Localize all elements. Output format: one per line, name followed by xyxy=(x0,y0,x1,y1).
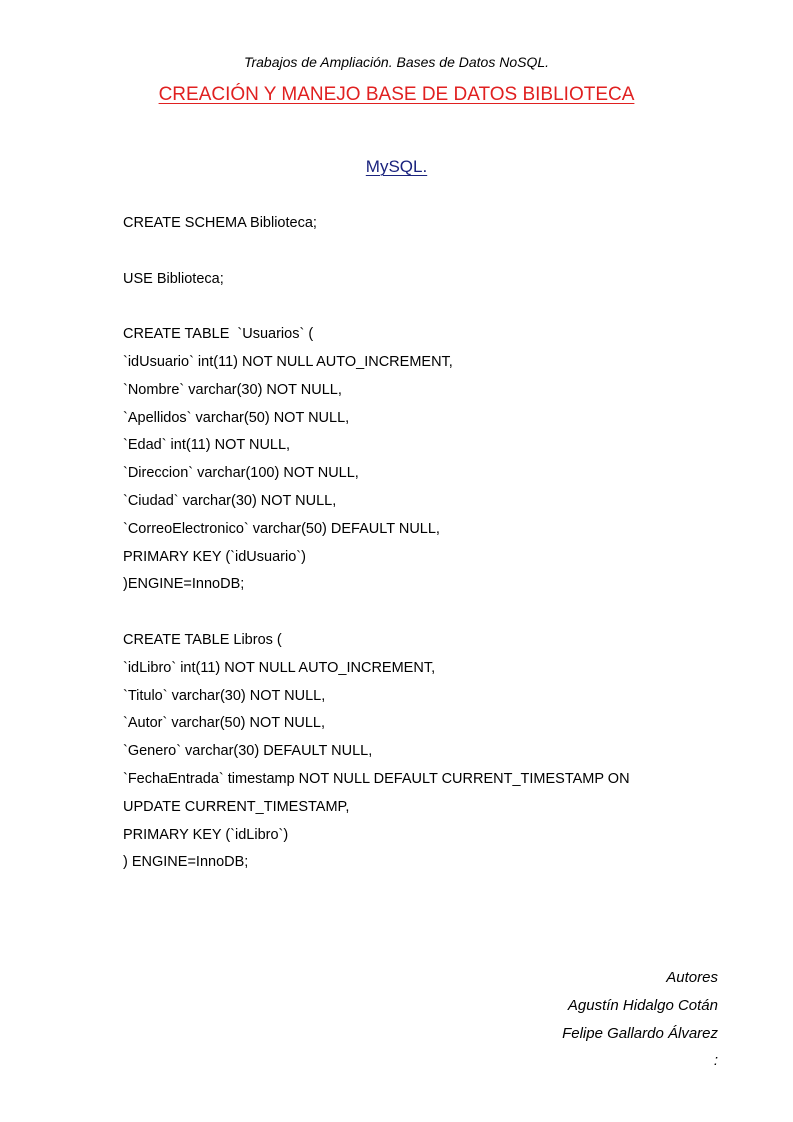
code-line xyxy=(123,238,630,266)
authors-trailing-mark: : xyxy=(713,1052,718,1070)
document-title-wrapper xyxy=(0,84,793,106)
code-line: `Genero` varchar(30) DEFAULT NULL, xyxy=(123,743,373,760)
section-heading: MySQL. xyxy=(365,157,428,176)
code-line: `idLibro` int(11) NOT NULL AUTO_INCREMENT, xyxy=(123,659,436,676)
sql-code-block xyxy=(123,210,630,877)
authors-block xyxy=(562,964,718,1075)
code-line: `idUsuario` int(11) NOT NULL AUTO_INCREMENT, xyxy=(123,353,453,370)
document-title: CREACIÓN Y MANEJO BASE DE DATOS BIBLIOTECA xyxy=(158,84,635,105)
code-line: CREATE TABLE `Usuarios` ( xyxy=(123,326,314,343)
code-line: CREATE TABLE Libros ( xyxy=(123,631,282,648)
code-line: `Direccion` varchar(100) NOT NULL, xyxy=(123,465,359,482)
code-line: USE Biblioteca; xyxy=(123,270,224,287)
code-line: `Ciudad` varchar(30) NOT NULL, xyxy=(123,492,337,509)
code-line: PRIMARY KEY (`idUsuario`) xyxy=(123,548,306,565)
code-line xyxy=(123,599,630,627)
code-line: )ENGINE=InnoDB; xyxy=(123,576,245,593)
author-name: Felipe Gallardo Álvarez xyxy=(562,1024,718,1042)
code-line: `CorreoElectronico` varchar(50) DEFAULT NULL, xyxy=(123,520,440,537)
code-line: `Titulo` varchar(30) NOT NULL, xyxy=(123,687,326,704)
code-line: `FechaEntrada` timestamp NOT NULL DEFAULT CURRENT_TIMESTAMP ON xyxy=(123,770,630,787)
authors-label: Autores xyxy=(666,969,718,986)
section-heading-wrapper xyxy=(0,157,793,177)
author-name: Agustín Hidalgo Cotán xyxy=(567,996,718,1014)
code-line: `Nombre` varchar(30) NOT NULL, xyxy=(123,381,342,398)
code-line: `Apellidos` varchar(50) NOT NULL, xyxy=(123,409,350,426)
code-line: ) ENGINE=InnoDB; xyxy=(123,854,249,871)
code-line: `Autor` varchar(50) NOT NULL, xyxy=(123,715,325,732)
code-line xyxy=(123,293,630,321)
running-header: Trabajos de Ampliación. Bases de Datos NoSQL. xyxy=(243,54,550,70)
code-line: CREATE SCHEMA Biblioteca; xyxy=(123,215,317,231)
code-line: `Edad` int(11) NOT NULL, xyxy=(123,437,291,454)
code-line: UPDATE CURRENT_TIMESTAMP, xyxy=(123,798,350,815)
code-line: PRIMARY KEY (`idLibro`) xyxy=(123,826,289,843)
